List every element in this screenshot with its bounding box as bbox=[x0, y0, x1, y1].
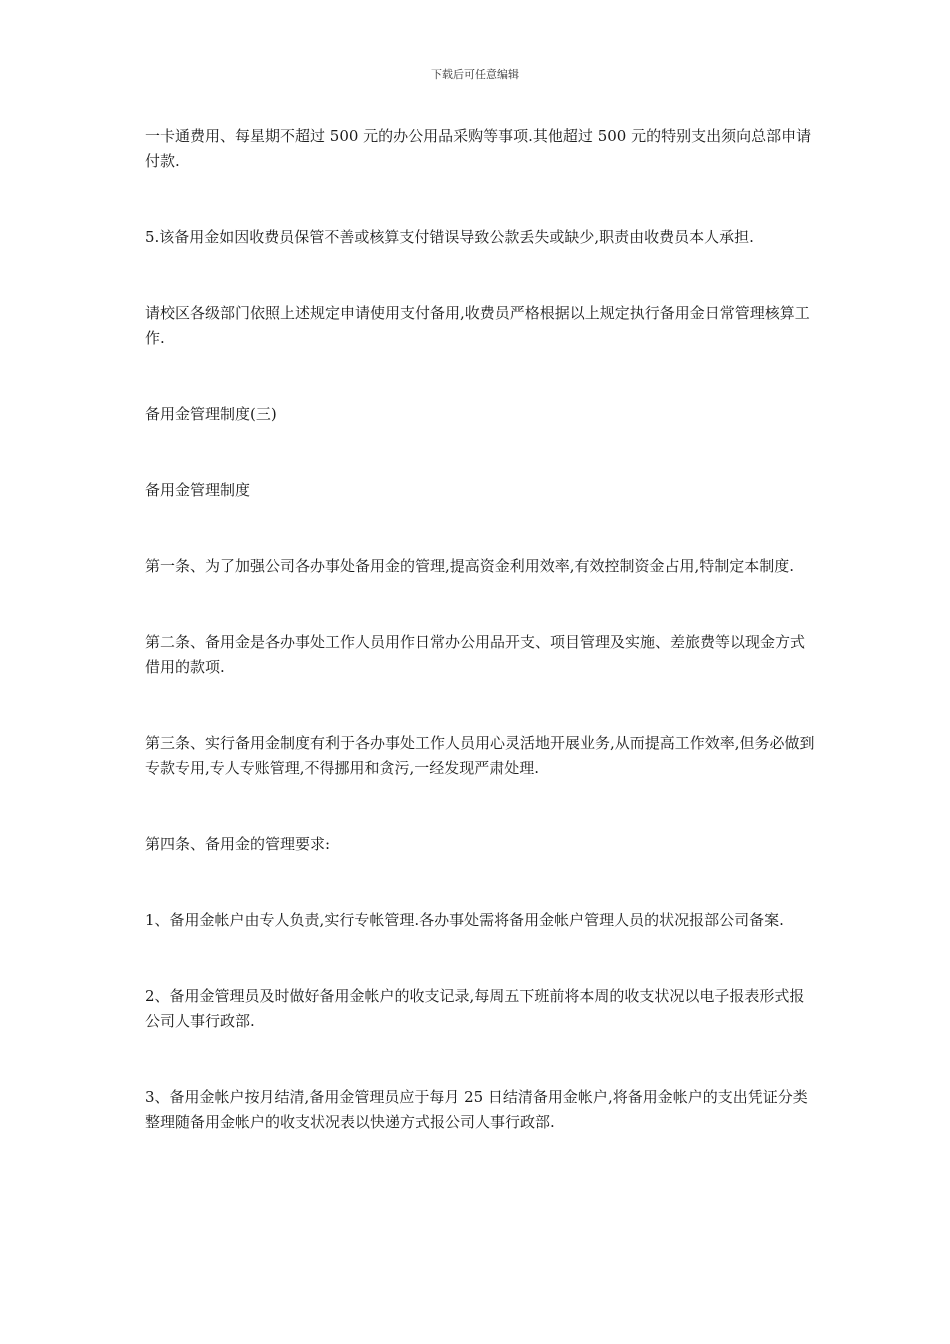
list-item-2: 2、备用金管理员及时做好备用金帐户的收支记录,每周五下班前将本周的收支状况以电子报表形式报公司人事行政部. bbox=[145, 987, 805, 1030]
article-1: 第一条、为了加强公司各办事处备用金的管理,提高资金利用效率,有效控制资金占用,特制定本制度. bbox=[145, 557, 795, 575]
article-4: 第四条、备用金的管理要求: bbox=[145, 835, 331, 853]
section-title: 备用金管理制度(三) bbox=[145, 405, 277, 423]
paragraph-1: 一卡通费用、每星期不超过 500 元的办公用品采购等事项.其他超过 500 元的特别支出须向总部申请付款. bbox=[145, 127, 812, 170]
article-3: 第三条、实行备用金制度有利于各办事处工作人员用心灵活地开展业务,从而提高工作效率,但务必做到专款专用,专人专账管理,不得挪用和贪污,一经发现严肃处理. bbox=[145, 734, 815, 777]
document-title: 备用金管理制度 bbox=[145, 481, 251, 499]
article-2: 第二条、备用金是各办事处工作人员用作日常办公用品开支、项目管理及实施、差旅费等以现金方式借用的款项. bbox=[145, 633, 806, 676]
paragraph-3: 请校区各级部门依照上述规定申请使用支付备用,收费员严格根据以上规定执行备用金日常管理核算工作. bbox=[145, 304, 810, 347]
document-body bbox=[145, 124, 815, 1186]
page-header: 下载后可任意编辑 bbox=[431, 68, 519, 81]
paragraph-2: 5.该备用金如因收费员保管不善或核算支付错误导致公款丢失或缺少,职责由收费员本人承担. bbox=[145, 228, 754, 246]
list-item-1: 1、备用金帐户由专人负责,实行专帐管理.各办事处需将备用金帐户管理人员的状况报部公司备案. bbox=[145, 911, 784, 929]
list-item-3: 3、备用金帐户按月结清,备用金管理员应于每月 25 日结清备用金帐户,将备用金帐户的支出凭证分类整理随备用金帐户的收支状况表以快递方式报公司人事行政部. bbox=[145, 1088, 808, 1131]
